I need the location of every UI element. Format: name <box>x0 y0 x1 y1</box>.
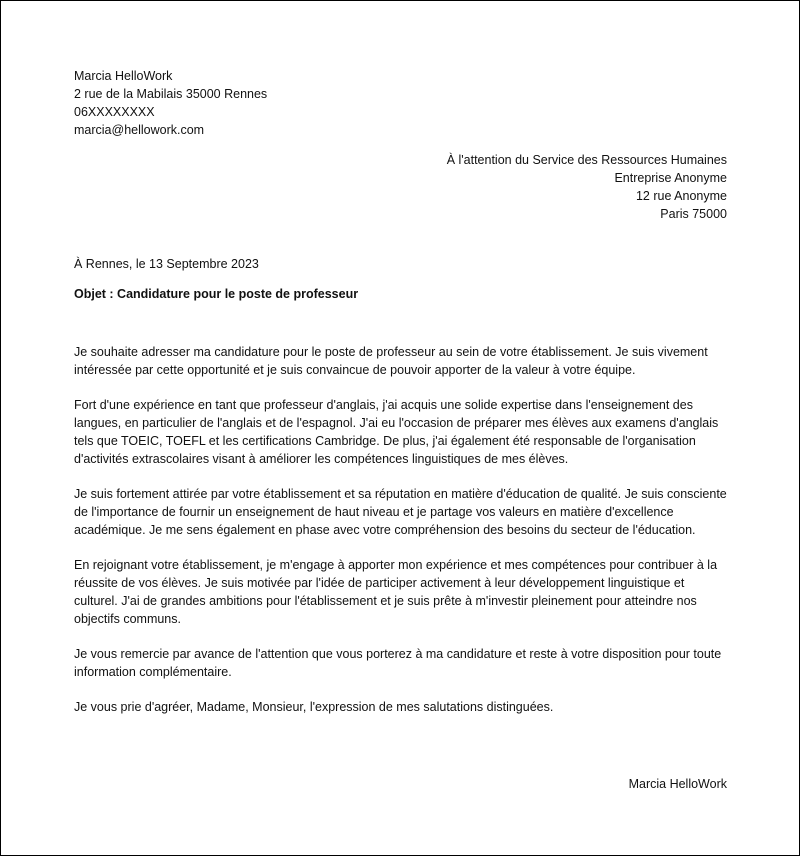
recipient-street: 12 rue Anonyme <box>635 189 727 203</box>
body-paragraph: Je souhaite adresser ma candidature pour le poste de professeur au sein de votre établissement. Je suis vivement intéressée par cette opportunité et je suis convaincue de pouvoir apporter de la valeur à votre équipe. <box>74 345 708 377</box>
sender-email: marcia@hellowork.com <box>74 123 205 137</box>
subject-line: Objet : Candidature pour le poste de professeur <box>74 287 359 301</box>
body-paragraph: Je suis fortement attirée par votre établissement et sa réputation en matière d'éducation de qualité. Je suis consciente de l'importance de fournir un enseignement de haut niveau et je partage vos valeurs en matière d'excellence académique. Je me sens également en phase avec votre compréhension des besoins du secteur de l'éducation. <box>74 487 727 537</box>
recipient-company: Entreprise Anonyme <box>614 171 727 185</box>
letter-body <box>74 343 730 733</box>
sender-address: 2 rue de la Mabilais 35000 Rennes <box>74 87 268 101</box>
sender-block <box>74 67 474 139</box>
body-paragraph: Je vous remercie par avance de l'attention que vous porterez à ma candidature et reste à votre disposition pour toute information complémentaire. <box>74 647 722 679</box>
recipient-city: Paris 75000 <box>660 207 727 221</box>
sender-name: Marcia HelloWork <box>74 69 173 83</box>
recipient-attention: À l'attention du Service des Ressources Humaines <box>446 153 727 167</box>
body-paragraph: En rejoignant votre établissement, je m'engage à apporter mon expérience et mes compétences pour contribuer à la réussite de vos élèves. Je suis motivée par l'idée de participer activement à leur développement linguistique et culturel. J'ai de grandes ambitions pour l'établissement et je suis prête à m'investir pleinement pour atteindre nos objectifs communs. <box>74 558 718 626</box>
closing-paragraph: Je vous prie d'agréer, Madame, Monsieur, l'expression de mes salutations distinguées. <box>74 700 554 714</box>
body-paragraph: Fort d'une expérience en tant que professeur d'anglais, j'ai acquis une solide expertise dans l'enseignement des langues, en particulier de l'anglais et de l'espagnol. J'ai eu l'occasion de préparer mes élèves aux examens d'anglais tels que TOEIC, TOEFL et les certifications Cambridge. De plus, j'ai également été responsable de l'organisation d'activités extrascolaires visant à améliorer les compétences linguistiques de mes élèves. <box>74 398 719 466</box>
sender-phone: 06XXXXXXXX <box>74 105 155 119</box>
recipient-block <box>307 151 727 223</box>
signature: Marcia HelloWork <box>628 777 727 791</box>
date-line: À Rennes, le 13 Septembre 2023 <box>74 257 259 271</box>
